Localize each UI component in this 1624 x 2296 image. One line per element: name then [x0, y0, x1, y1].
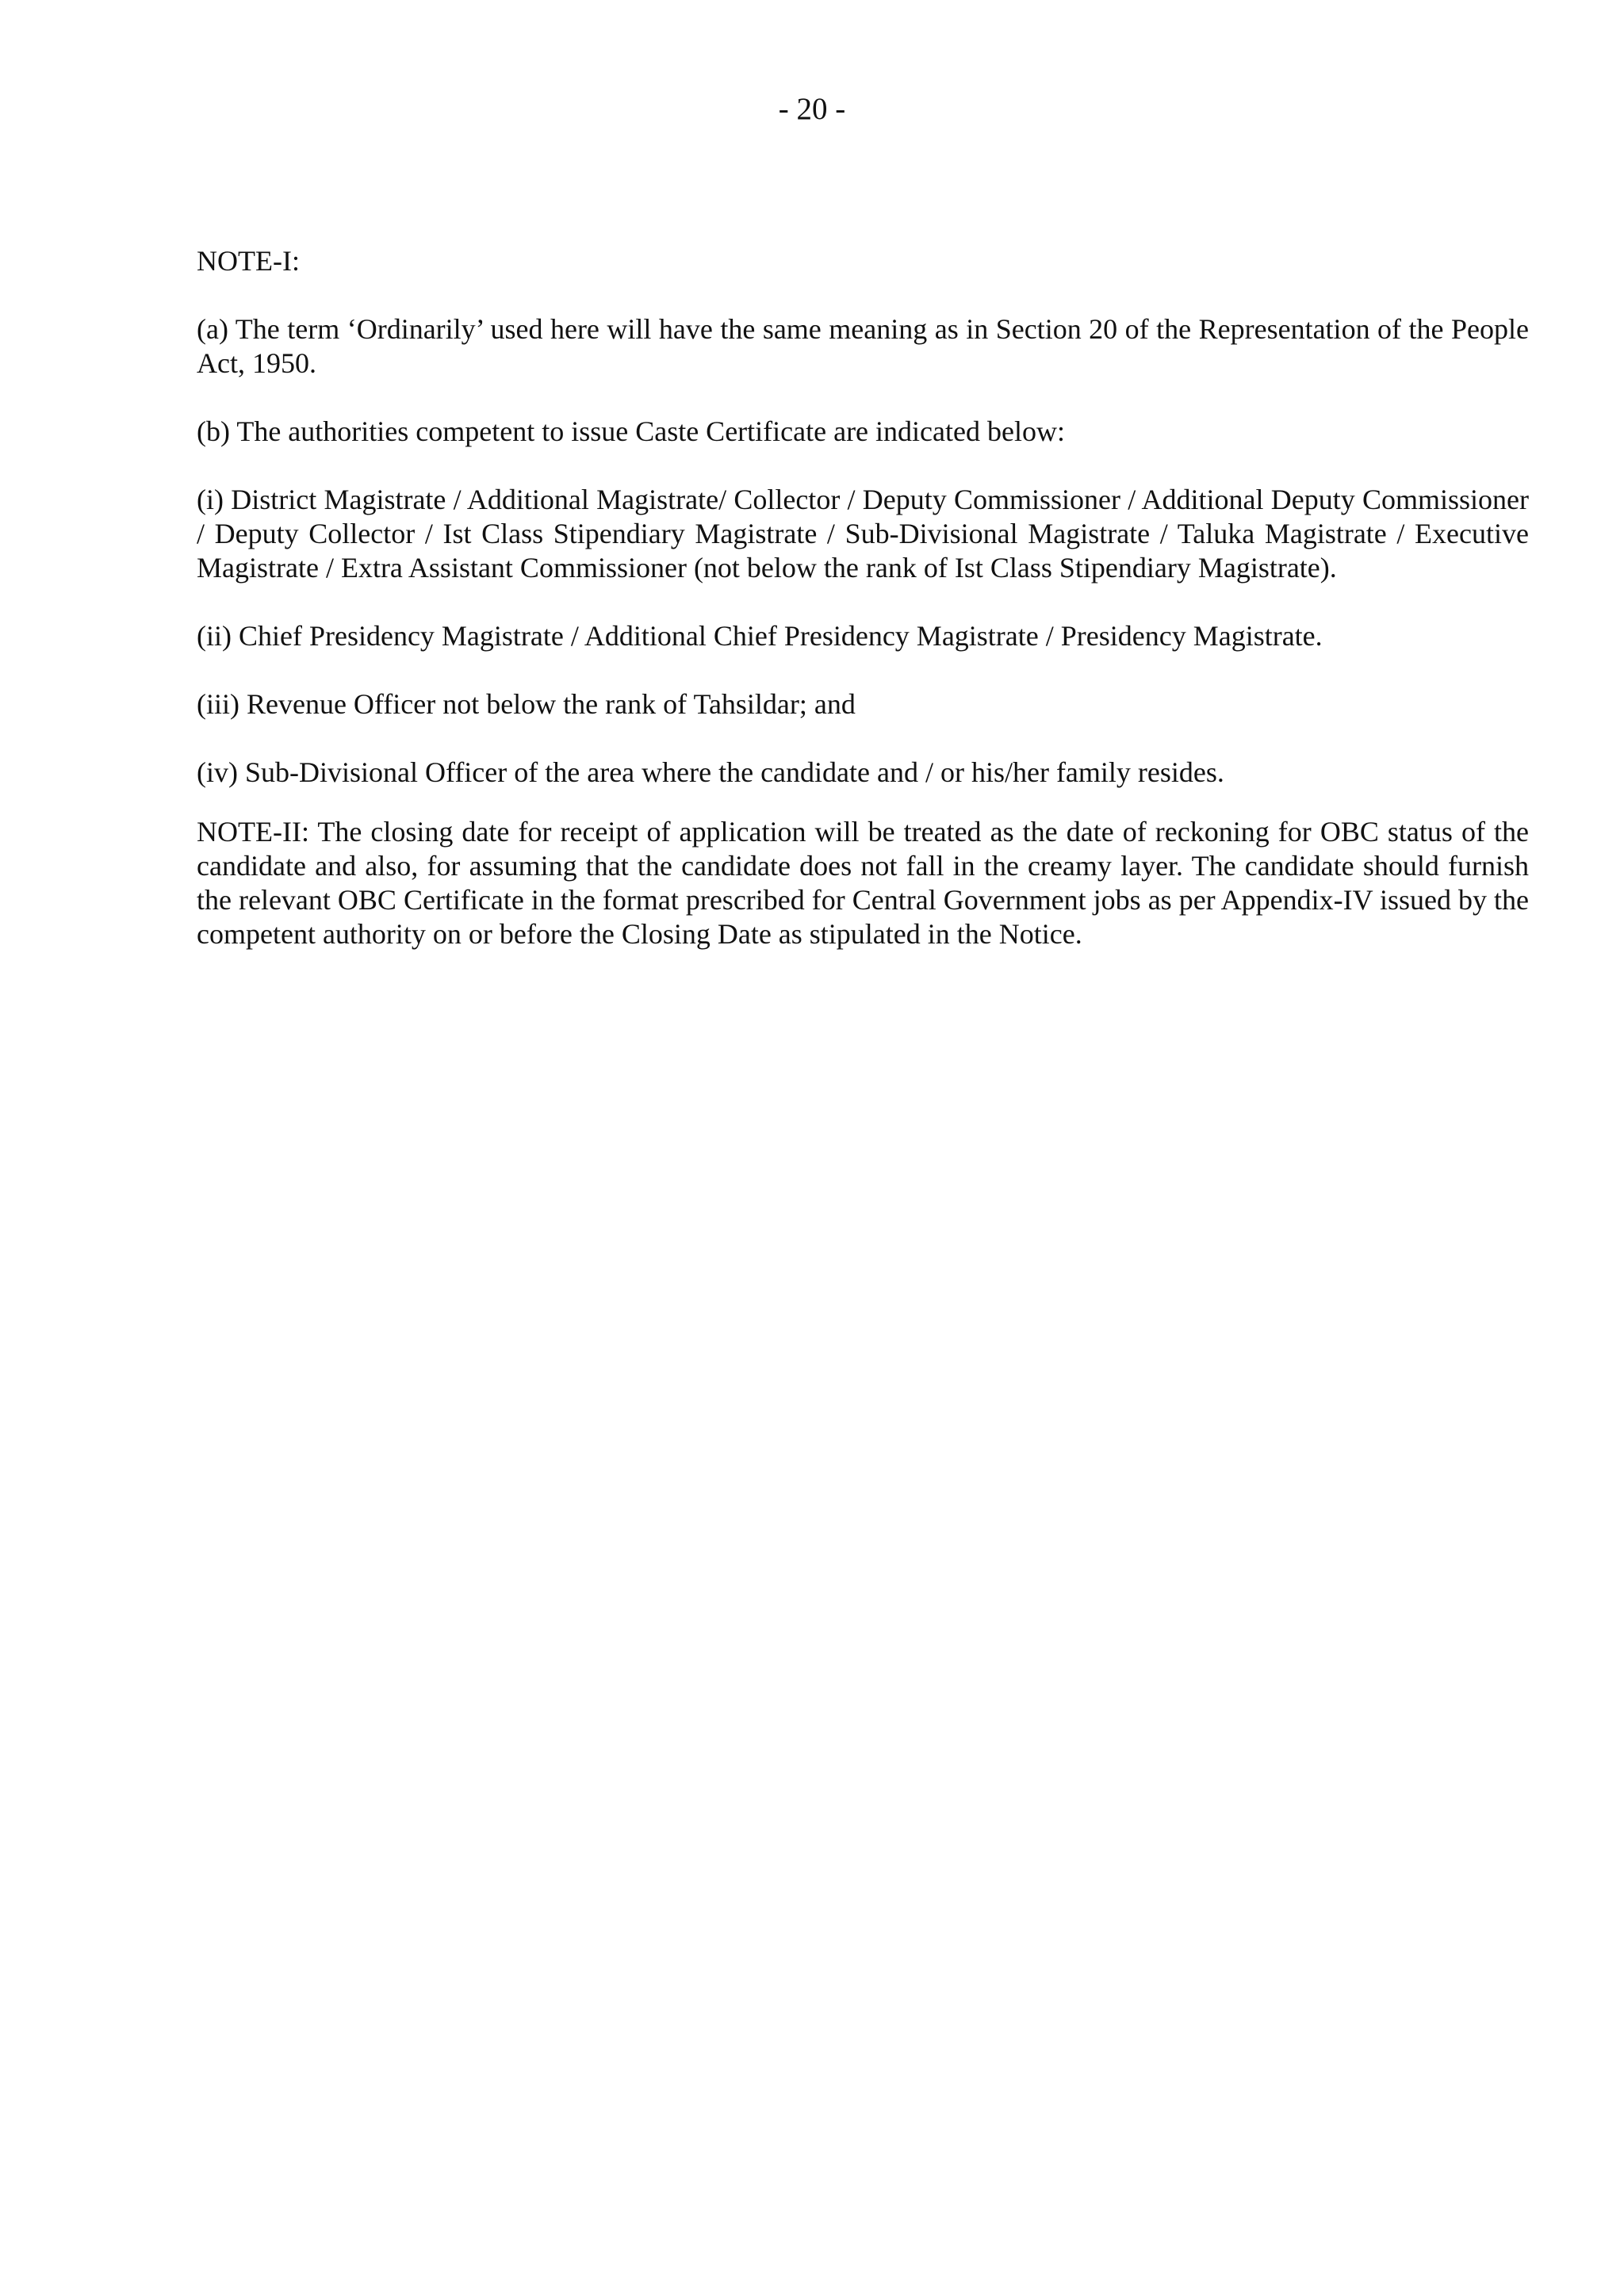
paragraph-b: (b) The authorities competent to issue Caste Certificate are indicated below:: [197, 415, 1065, 447]
paragraph-a: (a) The term ‘Ordinarily’ used here will have the same meaning as in Section 20 of the Representation of the People Act, 1950.: [197, 313, 1529, 379]
page-number: - 20 -: [778, 92, 846, 126]
paragraph-iii: (iii) Revenue Officer not below the rank of Tahsildar; and: [197, 688, 856, 720]
note-ii: NOTE-II: The closing date for receipt of application will be treated as the date of reckoning for OBC status of the candidate and also, for assuming that the candidate does not fall in the creamy layer. The candidate should furnish the relevant OBC Certificate in the format prescribed for Central Government jobs as per Appendix-IV issued by the competent authority on or before the Closing Date as stipulated in the Notice.: [197, 816, 1529, 950]
page-content: [197, 244, 1529, 951]
paragraph-iv: (iv) Sub-Divisional Officer of the area where the candidate and / or his/her family resides.: [197, 756, 1224, 788]
paragraph-ii: (ii) Chief Presidency Magistrate / Additional Chief Presidency Magistrate / Presidency Magistrate.: [197, 620, 1323, 652]
paragraph-i: (i) District Magistrate / Additional Magistrate/ Collector / Deputy Commissioner / Additional Deputy Commissioner / Deputy Collector / Ist Class Stipendiary Magistrate / Sub-Divisional Magistrate / Taluka Magistrate / Executive Magistrate / Extra Assistant Commissioner (not below the rank of Ist Class Stipendiary Magistrate).: [197, 484, 1529, 584]
note-i-heading: NOTE-I:: [197, 245, 300, 277]
